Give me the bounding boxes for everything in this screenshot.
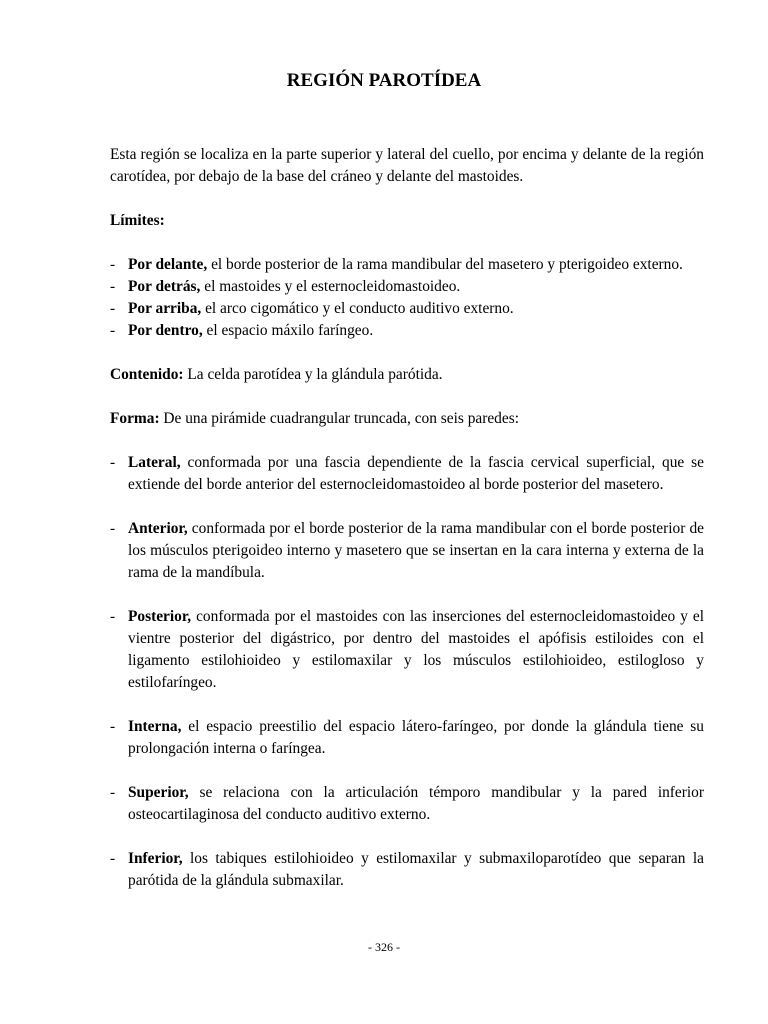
contenido-paragraph xyxy=(110,364,704,386)
forma-item-label: Lateral, xyxy=(128,454,181,471)
forma-item-desc: los tabiques estilohioideo y estilomaxilar y submaxiloparotídeo que separan la parótida de la glándula submaxilar. xyxy=(128,850,704,889)
limites-heading xyxy=(110,210,704,232)
intro-paragraph: Esta región se localiza en la parte superior y lateral del cuello, por encima y delante de la región carotídea, por debajo de la base del cráneo y delante del mastoides. xyxy=(110,146,704,185)
limites-item-label: Por arriba, xyxy=(128,300,202,317)
forma-item-label: Interna, xyxy=(128,718,182,735)
bullet-dash: - xyxy=(110,454,116,471)
forma-item-text xyxy=(128,606,704,694)
limites-item-desc: el mastoides y el esternocleidomastoideo. xyxy=(200,278,461,295)
bullet-dash: - xyxy=(110,322,116,339)
limites-item-text xyxy=(128,276,704,298)
forma-text: De una pirámide cuadrangular truncada, con seis paredes: xyxy=(159,410,519,427)
bullet-dash: - xyxy=(110,300,116,317)
limites-item-desc: el arco cigomático y el conducto auditivo externo. xyxy=(201,300,514,317)
bullet-dash: - xyxy=(110,520,116,537)
limites-item xyxy=(110,254,704,276)
bullet-dash: - xyxy=(110,850,116,867)
forma-item xyxy=(110,716,704,760)
page-title: REGIÓN PAROTÍDEA xyxy=(286,70,482,91)
forma-label: Forma: xyxy=(110,410,160,427)
bullet-dash: - xyxy=(110,718,116,735)
document-body xyxy=(110,144,704,892)
forma-item xyxy=(110,606,704,694)
forma-item xyxy=(110,452,704,496)
forma-item-text xyxy=(128,518,704,584)
limites-item xyxy=(110,298,704,320)
bullet-dash: - xyxy=(110,784,116,801)
forma-item xyxy=(110,518,704,584)
contenido-label: Contenido: xyxy=(110,366,184,383)
forma-item-desc: el espacio preestilio del espacio látero-faríngeo, por donde la glándula tiene su prolongación interna o faríngea. xyxy=(128,718,704,757)
limites-item-text xyxy=(128,298,704,320)
contenido-text: La celda parotídea y la glándula parótida. xyxy=(183,366,443,383)
limites-item xyxy=(110,320,704,342)
limites-item-label: Por dentro, xyxy=(128,322,203,339)
limites-item-text xyxy=(128,254,704,276)
forma-item-desc: se relaciona con la articulación témporo mandibular y la pared inferior osteocartilaginosa del conducto auditivo externo. xyxy=(128,784,704,823)
forma-item xyxy=(110,782,704,826)
bullet-dash: - xyxy=(110,608,116,625)
limites-item-text xyxy=(128,320,704,342)
page-number: - 326 - xyxy=(368,940,400,954)
limites-item-desc: el espacio máxilo faríngeo. xyxy=(202,322,374,339)
forma-paragraph xyxy=(110,408,704,430)
forma-item-label: Anterior, xyxy=(128,520,188,537)
limites-item-label: Por detrás, xyxy=(128,278,201,295)
forma-item-text xyxy=(128,716,704,760)
forma-item-label: Posterior, xyxy=(128,608,192,625)
bullet-dash: - xyxy=(110,256,116,273)
forma-item-label: Superior, xyxy=(128,784,189,801)
forma-item-text xyxy=(128,452,704,496)
forma-item-desc: conformada por el mastoides con las inserciones del esternocleidomastoideo y el vientre posterior del digástrico, por dentro del mastoides el apófisis estiloides con el ligamento estilohioideo y estilomaxilar y los músculos estilohioideo, estilogloso y estilofaríngeo. xyxy=(128,608,704,691)
limites-item-label: Por delante, xyxy=(128,256,208,273)
limites-heading-label: Límites: xyxy=(110,212,165,229)
limites-item xyxy=(110,276,704,298)
forma-item xyxy=(110,848,704,892)
forma-item-desc: conformada por una fascia dependiente de la fascia cervical superficial, que se extiende del borde anterior del esternocleidomastoideo al borde posterior del masetero. xyxy=(128,454,704,493)
bullet-dash: - xyxy=(110,278,116,295)
limites-item-desc: el borde posterior de la rama mandibular del masetero y pterigoideo externo. xyxy=(207,256,683,273)
forma-item-text xyxy=(128,782,704,826)
forma-item-text xyxy=(128,848,704,892)
forma-item-label: Inferior, xyxy=(128,850,183,867)
forma-item-desc: conformada por el borde posterior de la rama mandibular con el borde posterior de los músculos pterigoideo interno y masetero que se insertan en la cara interna y externa de la rama de la mandíbula. xyxy=(128,520,704,581)
